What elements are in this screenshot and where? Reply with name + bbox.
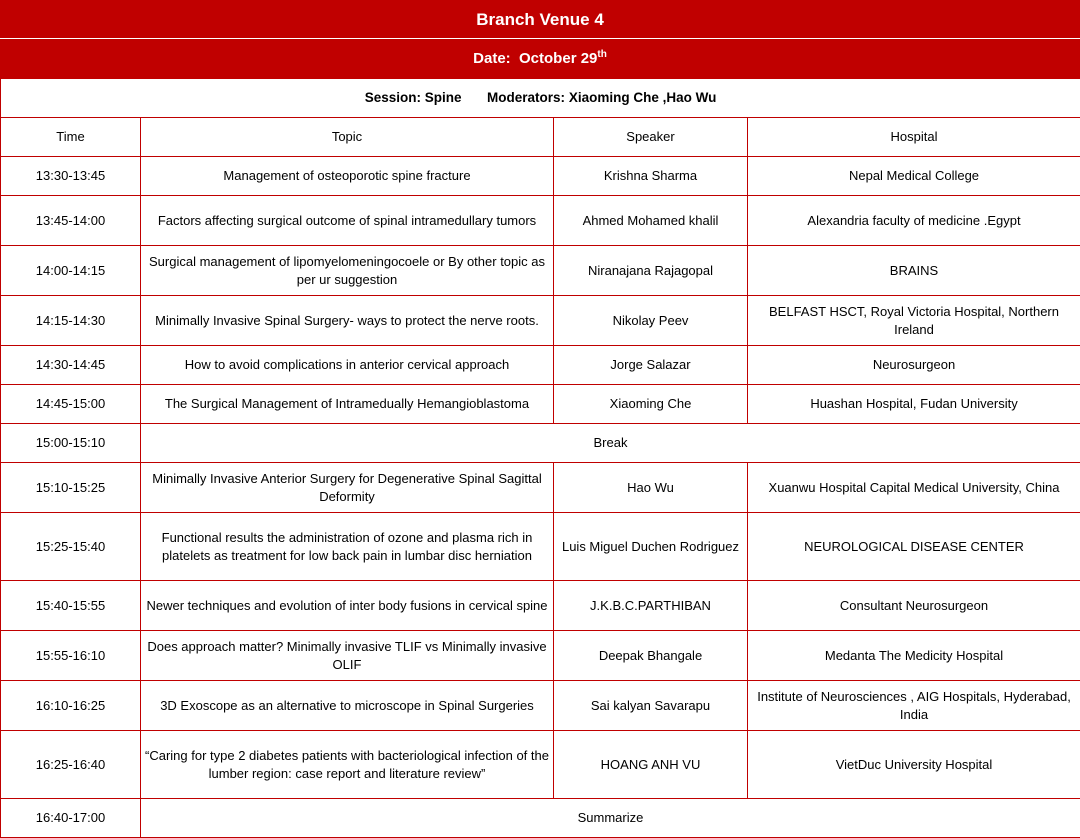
- hospital-cell: Medanta The Medicity Hospital: [748, 631, 1080, 681]
- speaker-cell: Nikolay Peev: [554, 296, 748, 346]
- hospital-cell: VietDuc University Hospital: [748, 731, 1080, 799]
- time-cell: 14:15-14:30: [1, 296, 141, 346]
- table-row: [1, 631, 1080, 681]
- table-row: [1, 513, 1080, 581]
- topic-cell: 3D Exoscope as an alternative to microscope in Spinal Surgeries: [141, 681, 554, 731]
- hospital-cell: NEUROLOGICAL DISEASE CENTER: [748, 513, 1080, 581]
- speaker-cell: Jorge Salazar: [554, 346, 748, 385]
- time-cell: 15:10-15:25: [1, 463, 141, 513]
- speaker-cell: J.K.B.C.PARTHIBAN: [554, 581, 748, 631]
- summary-cell: Summarize: [141, 799, 1080, 838]
- time-cell: 14:45-15:00: [1, 385, 141, 424]
- speaker-cell: Krishna Sharma: [554, 157, 748, 196]
- table-row: [1, 581, 1080, 631]
- time-cell: 15:40-15:55: [1, 581, 141, 631]
- date-suffix: th: [597, 49, 606, 60]
- hospital-cell: Huashan Hospital, Fudan University: [748, 385, 1080, 424]
- speaker-cell: Deepak Bhangale: [554, 631, 748, 681]
- speaker-cell: HOANG ANH VU: [554, 731, 748, 799]
- time-cell: 15:55-16:10: [1, 631, 141, 681]
- hospital-cell: Neurosurgeon: [748, 346, 1080, 385]
- table-row: [1, 731, 1080, 799]
- column-header-time: Time: [1, 118, 141, 157]
- speaker-cell: Niranajana Rajagopal: [554, 246, 748, 296]
- topic-cell: Functional results the administration of ozone and plasma rich in platelets as treatment for low back pain in lumbar disc herniation: [141, 513, 554, 581]
- moderators-label: Moderators:: [487, 90, 565, 105]
- topic-cell: Minimally Invasive Spinal Surgery- ways to protect the nerve roots.: [141, 296, 554, 346]
- time-cell: 16:25-16:40: [1, 731, 141, 799]
- time-cell: 13:30-13:45: [1, 157, 141, 196]
- topic-cell: Management of osteoporotic spine fracture: [141, 157, 554, 196]
- time-cell: 14:30-14:45: [1, 346, 141, 385]
- table-row: [1, 681, 1080, 731]
- speaker-cell: Sai kalyan Savarapu: [554, 681, 748, 731]
- speaker-cell: Hao Wu: [554, 463, 748, 513]
- table-row: [1, 463, 1080, 513]
- table-row: [1, 346, 1080, 385]
- session-label: Session:: [365, 90, 421, 105]
- time-cell: 14:00-14:15: [1, 246, 141, 296]
- time-cell: 16:10-16:25: [1, 681, 141, 731]
- date-value: October 29: [519, 50, 597, 67]
- schedule-table: [0, 78, 1080, 838]
- topic-cell: The Surgical Management of Intramedually Hemangioblastoma: [141, 385, 554, 424]
- session-row: [1, 79, 1080, 118]
- hospital-cell: BELFAST HSCT, Royal Victoria Hospital, Northern Ireland: [748, 296, 1080, 346]
- topic-cell: How to avoid complications in anterior cervical approach: [141, 346, 554, 385]
- table-row: [1, 157, 1080, 196]
- date-banner: [0, 39, 1080, 78]
- moderators-names: Xiaoming Che ,Hao Wu: [569, 90, 717, 105]
- topic-cell: Newer techniques and evolution of inter body fusions in cervical spine: [141, 581, 554, 631]
- session-info: [1, 79, 1080, 118]
- speaker-cell: Luis Miguel Duchen Rodriguez: [554, 513, 748, 581]
- hospital-cell: BRAINS: [748, 246, 1080, 296]
- time-cell: 16:40-17:00: [1, 799, 141, 838]
- table-row: [1, 196, 1080, 246]
- topic-cell: Surgical management of lipomyelomeningocoele or By other topic as per ur suggestion: [141, 246, 554, 296]
- topic-cell: “Caring for type 2 diabetes patients with bacteriological infection of the lumber region: case report and literature review”: [141, 731, 554, 799]
- topic-cell: Minimally Invasive Anterior Surgery for Degenerative Spinal Sagittal Deformity: [141, 463, 554, 513]
- time-cell: 15:00-15:10: [1, 424, 141, 463]
- hospital-cell: Alexandria faculty of medicine .Egypt: [748, 196, 1080, 246]
- break-cell: Break: [141, 424, 1080, 463]
- summary-row: [1, 799, 1080, 838]
- column-header-speaker: Speaker: [554, 118, 748, 157]
- date-label: Date:: [473, 50, 511, 67]
- hospital-cell: Nepal Medical College: [748, 157, 1080, 196]
- column-header-hospital: Hospital: [748, 118, 1080, 157]
- hospital-cell: Consultant Neurosurgeon: [748, 581, 1080, 631]
- hospital-cell: Institute of Neurosciences , AIG Hospitals, Hyderabad, India: [748, 681, 1080, 731]
- hospital-cell: Xuanwu Hospital Capital Medical University, China: [748, 463, 1080, 513]
- table-row: [1, 296, 1080, 346]
- column-header-topic: Topic: [141, 118, 554, 157]
- venue-title: Branch Venue 4: [0, 0, 1080, 39]
- session-name: Spine: [425, 90, 462, 105]
- time-cell: 13:45-14:00: [1, 196, 141, 246]
- speaker-cell: Ahmed Mohamed khalil: [554, 196, 748, 246]
- speaker-cell: Xiaoming Che: [554, 385, 748, 424]
- table-header-row: [1, 118, 1080, 157]
- topic-cell: Factors affecting surgical outcome of spinal intramedullary tumors: [141, 196, 554, 246]
- table-row: [1, 246, 1080, 296]
- table-row: [1, 385, 1080, 424]
- time-cell: 15:25-15:40: [1, 513, 141, 581]
- break-row: [1, 424, 1080, 463]
- topic-cell: Does approach matter? Minimally invasive TLIF vs Minimally invasive OLIF: [141, 631, 554, 681]
